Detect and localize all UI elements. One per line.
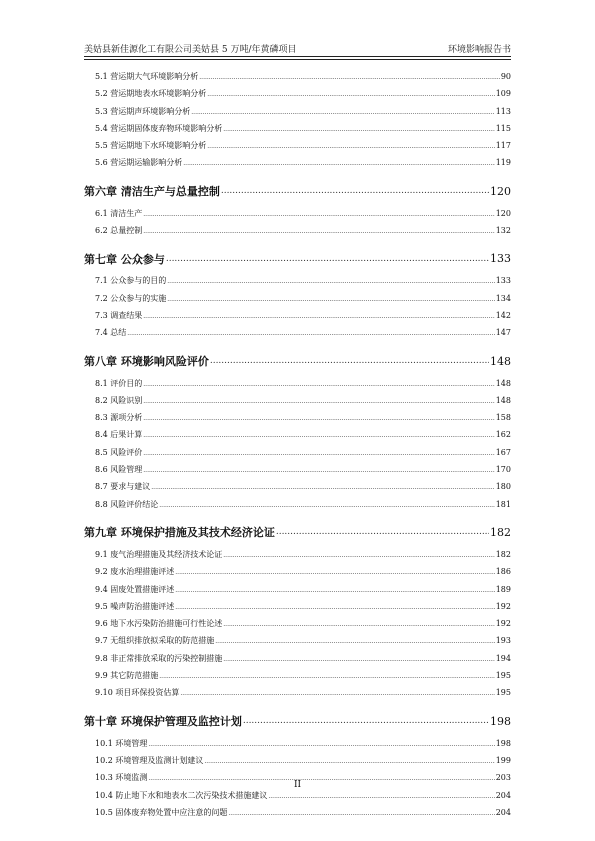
toc-section-entry[interactable] xyxy=(84,635,511,652)
toc-entry-label: 8.5 风险评价 xyxy=(95,447,143,457)
toc-dot-leader xyxy=(228,810,494,817)
toc-entry-page: 180 xyxy=(495,482,511,492)
toc-dot-leader xyxy=(143,415,494,422)
toc-entry-label: 8.1 评价目的 xyxy=(95,378,143,388)
toc-dot-leader xyxy=(143,211,494,218)
toc-entry-label: 10.2 环境管理及监测计划建议 xyxy=(95,755,204,765)
toc-entry-page: 90 xyxy=(500,72,511,81)
toc-dot-leader xyxy=(223,552,494,559)
toc-section-entry[interactable] xyxy=(84,670,511,687)
toc-section-entry[interactable] xyxy=(84,310,511,327)
toc-entry-page: 189 xyxy=(495,584,511,594)
toc-entry-page: 170 xyxy=(495,465,511,475)
toc-dot-leader xyxy=(199,74,500,81)
toc-section-entry[interactable] xyxy=(84,618,511,635)
toc-dot-leader xyxy=(127,330,494,337)
toc-section-entry[interactable] xyxy=(84,157,511,174)
toc-section-entry[interactable] xyxy=(84,106,511,123)
toc-entry-label: 第十章 环境保护管理及监控计划 xyxy=(84,715,242,729)
toc-section-entry[interactable] xyxy=(84,499,511,516)
toc-entry-label: 9.6 地下水污染防治措施可行性论述 xyxy=(95,619,223,629)
toc-entry-label: 7.2 公众参与的实施 xyxy=(95,293,167,303)
toc-entry-page: 192 xyxy=(495,601,511,611)
toc-entry-label: 9.1 废气治理措施及其经济技术论证 xyxy=(95,549,223,559)
toc-section-entry[interactable] xyxy=(84,807,511,824)
toc-section-entry[interactable] xyxy=(84,225,511,242)
toc-entry-label: 第八章 环境影响风险评价 xyxy=(84,355,209,369)
toc-entry-page: 186 xyxy=(495,567,511,577)
toc-entry-page: 192 xyxy=(495,619,511,629)
toc-entry-page: 115 xyxy=(495,123,511,133)
toc-entry-page: 148 xyxy=(490,354,511,368)
toc-entry-label: 8.3 源项分析 xyxy=(95,413,143,423)
toc-dot-leader xyxy=(204,758,494,765)
header-report-title: 环境影响报告书 xyxy=(447,45,511,55)
toc-entry-page: 132 xyxy=(495,226,511,236)
toc-entry-page: 181 xyxy=(495,499,511,509)
toc-entry-page: 204 xyxy=(495,807,511,817)
toc-entry-page: 162 xyxy=(495,430,511,440)
toc-dot-leader xyxy=(175,587,494,594)
toc-entry-label: 8.8 风险评价结论 xyxy=(95,499,159,509)
header-rule-thin xyxy=(84,59,511,60)
toc-chapter-entry[interactable] xyxy=(84,179,511,204)
toc-entry-label: 5.4 营运期固体废弃物环境影响分析 xyxy=(95,123,223,133)
toc-dot-leader xyxy=(207,143,494,150)
toc-entry-page: 203 xyxy=(495,773,511,783)
toc-section-entry[interactable] xyxy=(84,412,511,429)
toc-entry-label: 9.5 噪声防治措施评述 xyxy=(95,601,175,611)
header-rule-thick xyxy=(84,56,511,57)
toc-dot-leader xyxy=(183,160,494,167)
toc-entry-page: 134 xyxy=(495,293,511,303)
toc-dot-leader xyxy=(148,741,494,748)
toc-entry-page: 147 xyxy=(495,328,511,338)
toc-dot-leader xyxy=(167,278,494,285)
toc-entry-label: 9.4 固废处置措施评述 xyxy=(95,584,175,594)
toc-entry-label: 第七章 公众参与 xyxy=(84,252,165,266)
toc-entry-page: 193 xyxy=(495,636,511,646)
toc-entry-label: 9.7 无组织排放拟采取的防范措施 xyxy=(95,636,215,646)
toc-entry-page: 133 xyxy=(495,276,511,286)
header-project-title: 美姑县新佳源化工有限公司美姑县 5 万吨/年黄磷项目 xyxy=(84,45,297,55)
toc-entry-page: 119 xyxy=(495,158,511,168)
toc-entry-page: 194 xyxy=(495,653,511,663)
toc-entry-label: 9.10 项目环保投资估算 xyxy=(95,688,180,698)
toc-section-entry[interactable] xyxy=(84,584,511,601)
toc-dot-leader xyxy=(215,638,494,645)
toc-section-entry[interactable] xyxy=(84,755,511,772)
toc-entry-label: 6.1 清洁生产 xyxy=(95,208,143,218)
toc-section-entry[interactable] xyxy=(84,601,511,618)
toc-section-entry[interactable] xyxy=(84,549,511,566)
toc-entry-label: 10.5 固体废弃物处置中应注意的问题 xyxy=(95,807,228,817)
toc-entry-page: 133 xyxy=(490,252,511,266)
toc-entry-label: 10.4 防止地下水和地表水二次污染技术措施建议 xyxy=(95,790,268,800)
toc-section-entry[interactable] xyxy=(84,208,511,225)
toc-entry-label: 5.1 营运期大气环境影响分析 xyxy=(95,72,199,81)
toc-dot-leader xyxy=(210,356,489,366)
toc-section-entry[interactable] xyxy=(84,429,511,446)
toc-section-entry[interactable] xyxy=(84,275,511,292)
toc-dot-leader xyxy=(268,793,494,800)
toc-section-entry[interactable] xyxy=(84,790,511,807)
toc-dot-leader xyxy=(207,91,494,98)
toc-section-entry[interactable] xyxy=(84,378,511,395)
toc-entry-page: 182 xyxy=(495,549,511,559)
toc-entry-label: 8.7 要求与建议 xyxy=(95,482,151,492)
toc-entry-page: 113 xyxy=(495,106,511,116)
toc-entry-label: 8.6 风险管理 xyxy=(95,465,143,475)
toc-entry-label: 9.9 其它防范措施 xyxy=(95,671,159,681)
toc-section-entry[interactable] xyxy=(84,738,511,755)
toc-section-entry[interactable] xyxy=(84,395,511,412)
toc-chapter-entry[interactable] xyxy=(84,349,511,374)
table-of-contents xyxy=(84,71,511,824)
toc-entry-label: 9.2 废水治理措施评述 xyxy=(95,567,175,577)
toc-dot-leader xyxy=(175,604,494,611)
toc-entry-label: 7.4 总结 xyxy=(95,328,127,338)
toc-entry-page: 109 xyxy=(495,89,511,99)
toc-dot-leader xyxy=(180,690,494,697)
toc-entry-label: 7.3 调查结果 xyxy=(95,310,143,320)
toc-entry-label: 5.6 营运期运输影响分析 xyxy=(95,158,183,168)
toc-dot-leader xyxy=(143,467,494,474)
toc-entry-label: 10.3 环境监测 xyxy=(95,773,148,783)
toc-entry-label: 第六章 清洁生产与总量控制 xyxy=(84,185,220,199)
toc-entry-label: 8.2 风险识别 xyxy=(95,395,143,405)
toc-section-entry[interactable] xyxy=(84,71,511,88)
toc-section-entry[interactable] xyxy=(84,653,511,670)
toc-entry-page: 198 xyxy=(490,714,511,728)
toc-section-entry[interactable] xyxy=(84,566,511,583)
toc-entry-label: 8.4 后果计算 xyxy=(95,430,143,440)
toc-entry-page: 142 xyxy=(495,310,511,320)
toc-dot-leader xyxy=(166,254,489,264)
toc-chapter-entry[interactable] xyxy=(84,520,511,545)
toc-dot-leader xyxy=(151,484,494,491)
toc-entry-label: 第九章 环境保护措施及其技术经济论证 xyxy=(84,526,275,540)
toc-entry-page: 120 xyxy=(495,208,511,218)
toc-dot-leader xyxy=(159,673,494,680)
toc-entry-page: 148 xyxy=(495,395,511,405)
toc-dot-leader xyxy=(276,527,489,537)
toc-dot-leader xyxy=(159,502,494,509)
toc-entry-label: 5.5 营运期地下水环境影响分析 xyxy=(95,141,207,151)
toc-dot-leader xyxy=(223,621,494,628)
toc-entry-page: 198 xyxy=(495,738,511,748)
toc-entry-page: 195 xyxy=(495,671,511,681)
running-header xyxy=(84,39,511,55)
toc-dot-leader xyxy=(191,109,494,116)
toc-entry-page: 167 xyxy=(495,447,511,457)
toc-dot-leader xyxy=(143,432,494,439)
toc-section-entry[interactable] xyxy=(84,140,511,157)
toc-dot-leader xyxy=(143,381,494,388)
toc-dot-leader xyxy=(167,296,494,303)
toc-chapter-entry[interactable] xyxy=(84,709,511,734)
toc-section-entry[interactable] xyxy=(84,464,511,481)
toc-dot-leader xyxy=(175,569,494,576)
toc-section-entry[interactable] xyxy=(84,447,511,464)
toc-entry-page: 199 xyxy=(495,755,511,765)
toc-chapter-entry[interactable] xyxy=(84,246,511,271)
toc-dot-leader xyxy=(223,656,494,663)
page-number: II xyxy=(293,780,302,790)
toc-section-entry[interactable] xyxy=(84,293,511,310)
toc-dot-leader xyxy=(143,228,494,235)
toc-section-entry[interactable] xyxy=(84,481,511,498)
toc-section-entry[interactable] xyxy=(84,327,511,344)
toc-entry-label: 5.2 营运期地表水环境影响分析 xyxy=(95,89,207,99)
toc-entry-page: 204 xyxy=(495,790,511,800)
toc-entry-label: 10.1 环境管理 xyxy=(95,738,148,748)
toc-dot-leader xyxy=(221,186,489,196)
toc-section-entry[interactable] xyxy=(84,88,511,105)
toc-entry-label: 5.3 营运期声环境影响分析 xyxy=(95,106,191,116)
toc-section-entry[interactable] xyxy=(84,123,511,140)
toc-entry-page: 182 xyxy=(490,525,511,539)
toc-dot-leader xyxy=(143,313,494,320)
toc-entry-label: 6.2 总量控制 xyxy=(95,226,143,236)
toc-entry-label: 7.1 公众参与的目的 xyxy=(95,276,167,286)
toc-entry-page: 117 xyxy=(495,141,511,151)
toc-entry-page: 120 xyxy=(490,184,511,198)
toc-entry-label: 9.8 非正常排放采取的污染控制措施 xyxy=(95,653,223,663)
toc-entry-page: 158 xyxy=(495,413,511,423)
toc-dot-leader xyxy=(143,450,494,457)
toc-section-entry[interactable] xyxy=(84,687,511,704)
toc-dot-leader xyxy=(143,398,494,405)
toc-entry-page: 148 xyxy=(495,378,511,388)
toc-dot-leader xyxy=(243,716,489,726)
toc-entry-page: 195 xyxy=(495,688,511,698)
toc-dot-leader xyxy=(223,126,494,133)
